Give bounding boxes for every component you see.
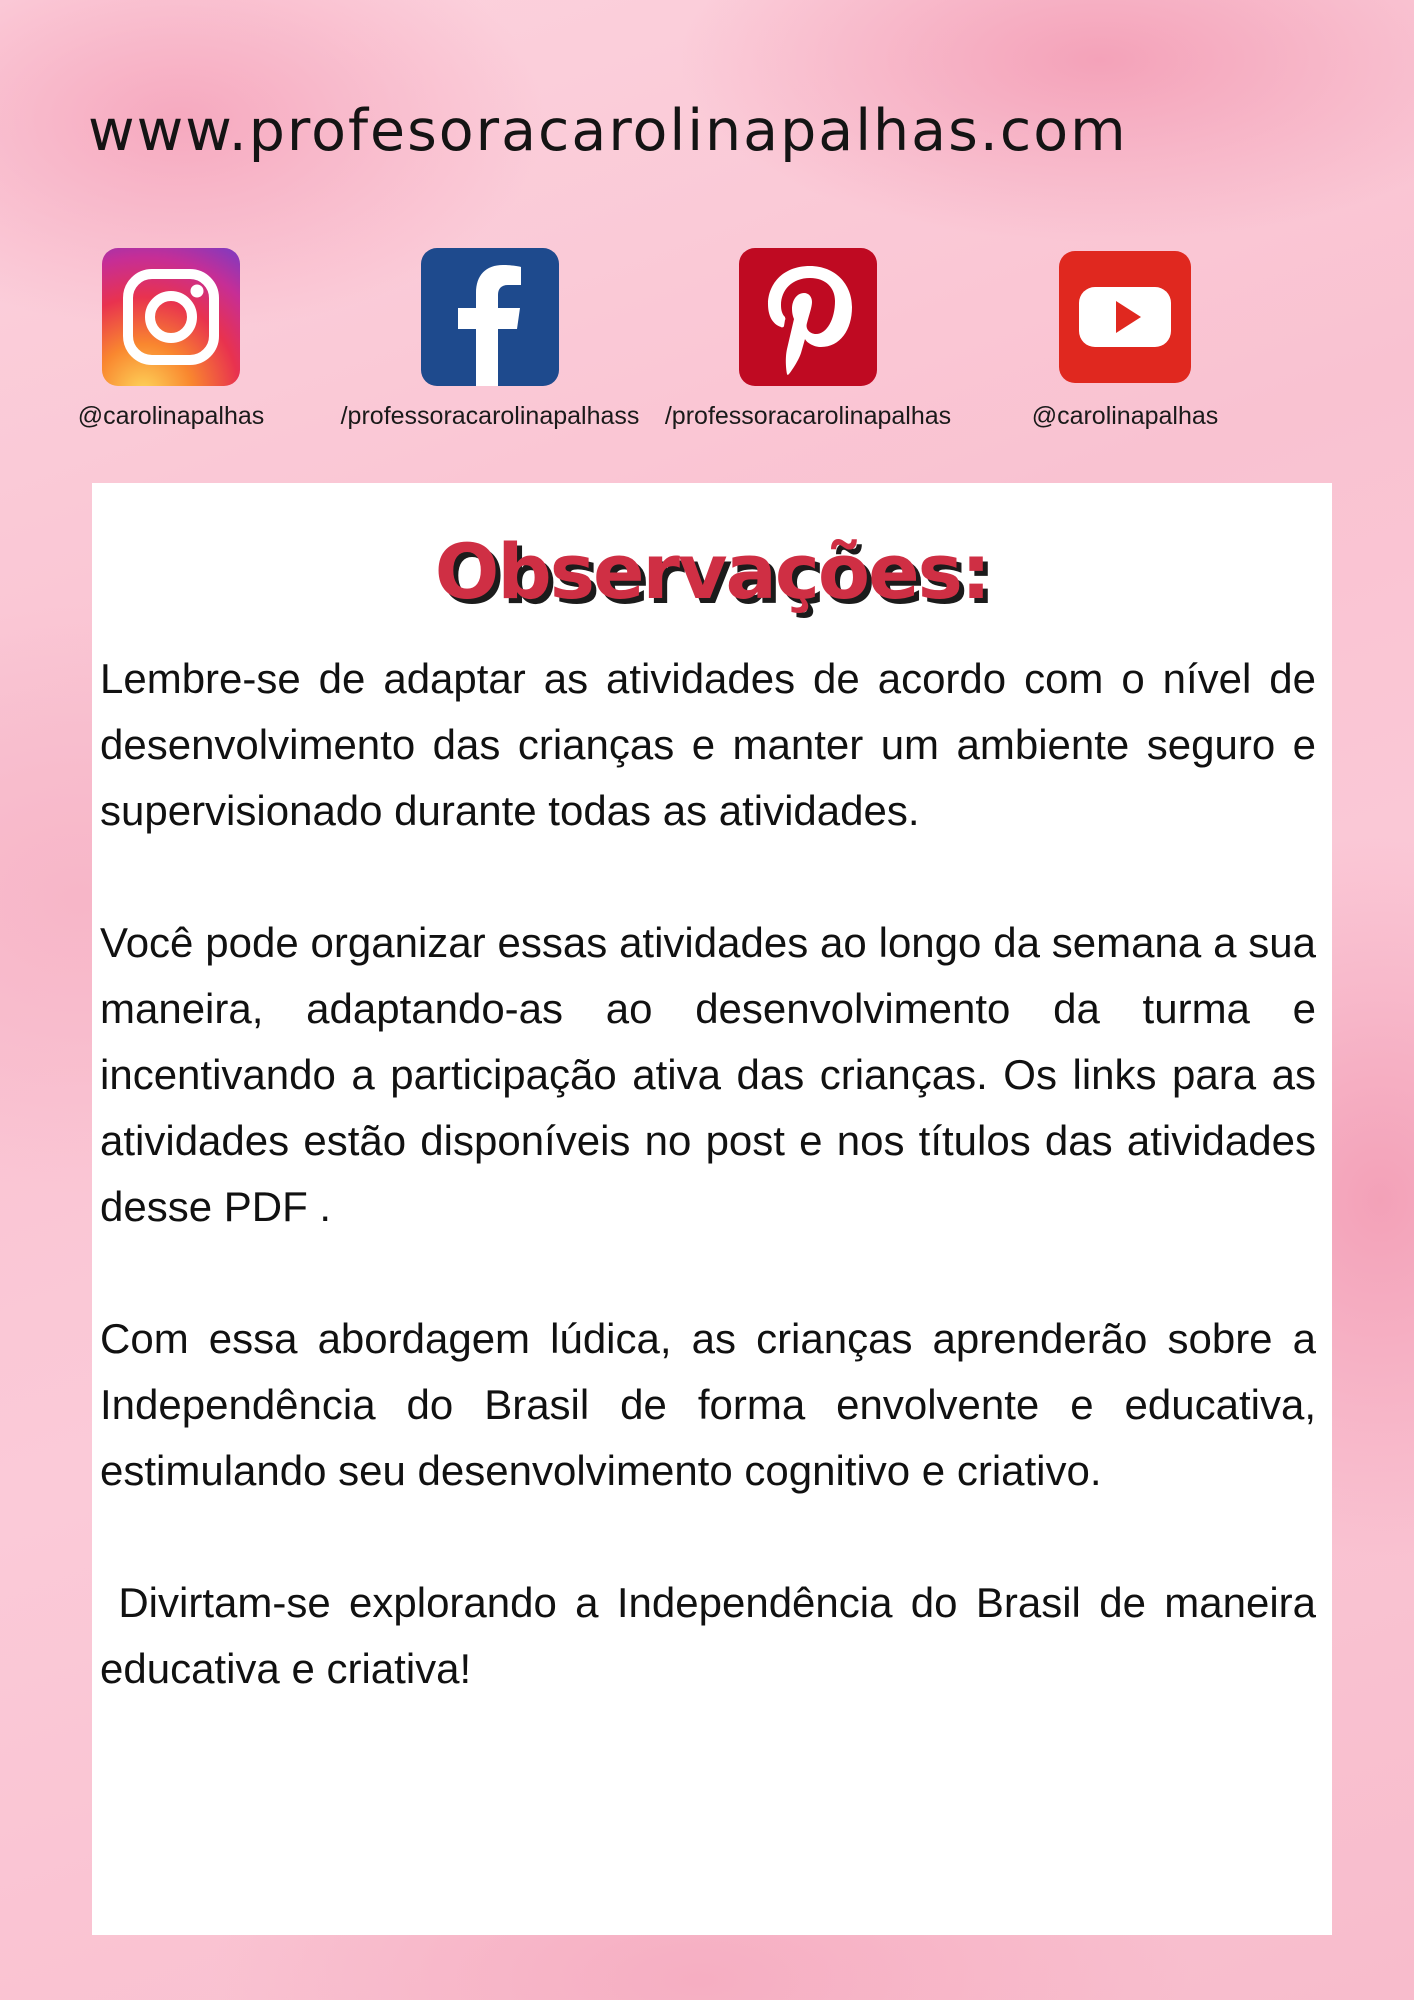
pinterest-icon[interactable] [739,248,877,386]
youtube-handle[interactable]: @carolinapalhas [1031,402,1219,430]
paragraph: Divirtam-se explorando a Independência do Brasil de maneira educativa e criativa! [100,1579,1328,1692]
observations-body [100,646,1328,1702]
social-facebook[interactable] [320,248,660,438]
pinterest-handle[interactable]: /professoracarolinapalhas [664,402,952,430]
observations-title: Observações: [434,527,990,616]
social-pinterest[interactable] [638,248,978,438]
instagram-handle[interactable]: @carolinapalhas [77,402,265,430]
observations-card [92,483,1332,1935]
facebook-icon[interactable] [421,248,559,386]
paragraph: Você pode organizar essas atividades ao longo da semana a sua maneira, adaptando-as ao desenvolvimento da turma e incentivando a participação ativa das crianças. Os links para as atividades estão disponíveis no post e nos títulos das atividades desse PDF . [100,919,1316,1230]
youtube-icon[interactable] [1059,251,1191,383]
instagram-icon[interactable] [102,248,240,386]
paragraph: Com essa abordagem lúdica, as crianças aprenderão sobre a Independência do Brasil de forma envolvente e educativa, estimulando seu desenvolvimento cognitivo e criativo. [100,1315,1316,1494]
facebook-handle[interactable]: /professoracarolinapalhass [340,402,640,430]
social-youtube[interactable] [955,248,1295,438]
website-url[interactable]: www.profesoracarolinapalhas.com [88,98,1128,164]
paragraph: Lembre-se de adaptar as atividades de acordo com o nível de desenvolvimento das crianças e manter um ambiente seguro e supervisionado durante todas as atividades. [100,655,1316,834]
social-instagram[interactable] [1,248,341,438]
